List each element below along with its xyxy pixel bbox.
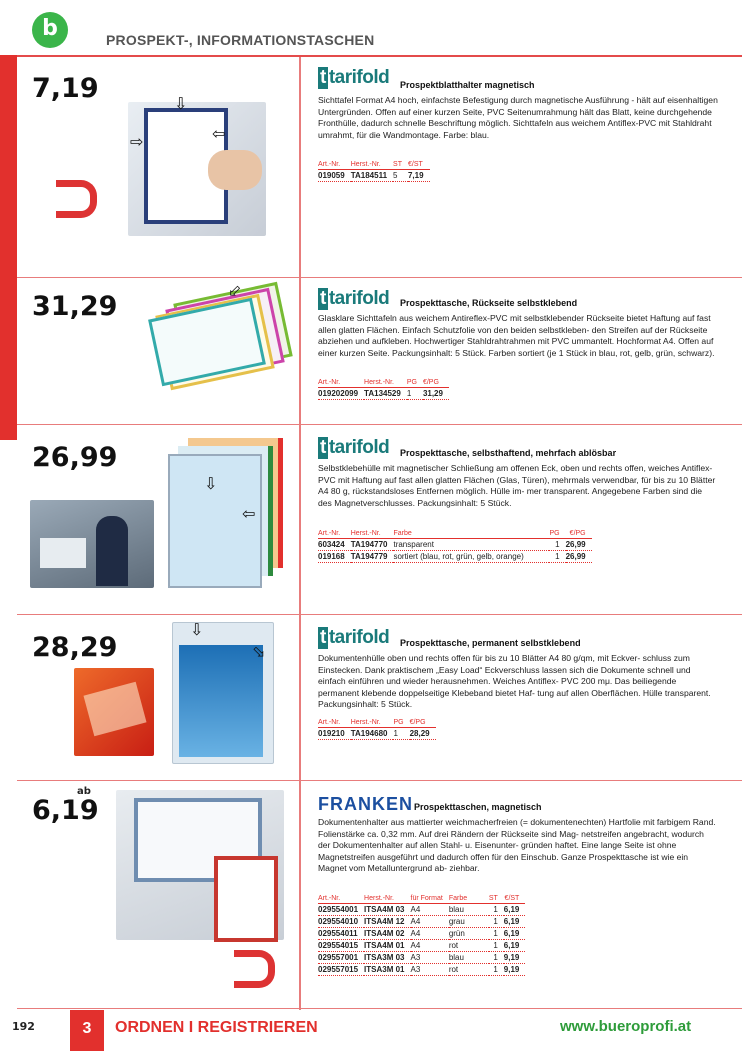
column-divider — [299, 57, 301, 1010]
table-row: 029557001 ITSA3M 03 A3 blau 1 9,19 — [318, 952, 525, 964]
product-title: Prospekttasche, Rückseite selbstklebend — [400, 298, 578, 308]
website-link[interactable]: www.bueroprofi.at — [560, 1018, 692, 1035]
product-title: Prospektblatthalter magnetisch — [400, 80, 535, 90]
arrow-icon: ⬃ — [228, 281, 242, 300]
product-description: Dokumentenhalter aus mattierter weichmacherfreien (= dokumentenechten) Hartfolie mit farbigem Rand. Folienstärke ca. 0,32 mm. Auf drei Rändern der Rückseite sind Mag- netstreifen angebracht, wodurch der Dokumentenhalter auf allen Stahl- u. Eisenunter- gründen haftet. Eine lange Seite ist ohne Magnetstreifen ausgeführt und dadurch offen für den Einschub. Ganze Prospekttasche ist wie ein Magnet vom Metalluntergrund ab- ziehbar. — [318, 817, 716, 874]
row-divider — [17, 614, 742, 615]
category-title: PROSPEKT-, INFORMATIONSTASCHEN — [106, 32, 375, 48]
brand-logo-tarifold: t tarifold — [320, 67, 390, 88]
product-price: 6,19 — [32, 795, 99, 826]
product-description: Sichttafel Format A4 hoch, einfachste Befestigung durch magnetische Ausführung - hält auf eisenhaltigen Untergründen. Offen auf einer kurzen Seite, PVC Seitenumrahmung hält das Blatt, keine durchgehende Fronthülle, dadurch schnelle Beschriftung möglich. Sichttafeln aus weichem Antiflex-PVC mit Stahldraht umrahmt, für die Wandmontage. Farbe: blau. — [318, 95, 718, 140]
magnet-icon — [56, 180, 97, 218]
brand-logo-tarifold: t tarifold — [320, 288, 390, 309]
brand-logo: b — [32, 12, 68, 48]
table-row: 029554001 ITSA4M 03 A4 blau 1 6,19 — [318, 904, 525, 916]
table-row: 019210 TA194680 1 28,29 — [318, 728, 436, 740]
table-row: 019202099 TA134529 1 31,29 — [318, 388, 449, 400]
magnet-icon — [234, 950, 275, 988]
table-row: 029554011 ITSA4M 02 A4 grün 1 6,19 — [318, 928, 525, 940]
arrow-icon: ⇩ — [174, 94, 188, 113]
row-divider — [17, 424, 742, 425]
row-divider — [17, 1008, 742, 1009]
product-title: Prospekttasche, selbsthaftend, mehrfach ablösbar — [400, 448, 617, 458]
product-image — [168, 438, 280, 588]
product-price: 7,19 — [32, 73, 99, 104]
arrow-icon: ⇩ — [190, 620, 204, 639]
product-image — [150, 290, 290, 370]
product-price: 26,99 — [32, 442, 118, 473]
table-row: 029554010 ITSA4M 12 A4 grau 1 6,19 — [318, 916, 525, 928]
article-table: Art.-Nr. Herst.-Nr. PG €/PG 019202099 TA134529 1 31,29 — [318, 378, 449, 400]
arrow-icon: ⇦ — [242, 504, 256, 523]
price-prefix: ab — [77, 786, 91, 797]
table-row: 019168 TA194779 sortiert (blau, rot, grün, gelb, orange) 1 26,99 — [318, 551, 592, 563]
product-image — [116, 790, 284, 940]
arrow-icon: ⬂ — [252, 642, 266, 661]
article-table: Art.-Nr. Herst.-Nr. ST €/ST 019059 TA184511 5 7,19 — [318, 160, 430, 182]
product-title: Prospekttaschen, magnetisch — [414, 802, 542, 812]
arrow-icon: ⇦ — [212, 124, 226, 143]
article-table: Art.-Nr. Herst.-Nr. PG €/PG 019210 TA194680 1 28,29 — [318, 718, 436, 740]
product-description: Dokumentenhülle oben und rechts offen für bis zu 10 Blätter A4 80 g/qm, mit Eckver- schluss zum Einstecken. Dank praktischem „Easy Load“ Eckverschluss lassen sich die Dokumente schnell und einfach einführen und wieder herausnehmen. Weiches Antiflex- PVC 200 mμ. Das beiliegende permanent klebende doppelseitige Klebeband bietet Haf- tung auf allen Oberflächen. Hülle transparent. Packungsinhalt: 5 Stück. — [318, 653, 711, 710]
section-tab-bar — [0, 55, 17, 440]
product-price: 31,29 — [32, 291, 118, 322]
product-image — [74, 668, 154, 756]
article-table: Art.-Nr. Herst.-Nr. Farbe PG €/PG 603424 TA194770 transparent 1 26,99 019168 TA194779 sortiert (blau, rot, grün, gelb, orange) 1 26,99 — [318, 529, 592, 563]
table-row: 603424 TA194770 transparent 1 26,99 — [318, 539, 592, 551]
product-title: Prospekttasche, permanent selbstklebend — [400, 638, 581, 648]
product-description: Selbstklebehülle mit magnetischer Schließung am offenen Eck, oben und rechts offen, weiches Antiflex-PVC mit Haftung auf fast allen glatten Flächen (Glas, Türen), mehrmals verwendbar, für bis zu 10 Blätter A4 80 g, rückstandsloses Entfernen möglich. Hülle im- mer transparent. Angegebene Farben sind die des Magnetverschlusses. Packungsinhalt: 5 Stück. — [318, 463, 716, 508]
section-title: ORDNEN I REGISTRIEREN — [115, 1019, 318, 1036]
brand-logo-tarifold: t tarifold — [320, 627, 390, 648]
top-divider — [17, 55, 742, 57]
table-row: 019059 TA184511 5 7,19 — [318, 170, 430, 182]
product-description: Glasklare Sichttafeln aus weichem Antireflex-PVC mit selbstklebender Rückseite bietet Haftung auf fast allen glatten Flächen. Einfach Schutzfolie von den beiden selbstkleben- den Streifen auf der Rückseite abziehen und aufkleben. Hochwertiger Stahldrahtrahmen mit PVC ummantelt. Hochformat A4. Offen auf einer kurzen Seite. Packungsinhalt: 5 Stück. Farben sortiert (je 1 Stück in blau, rot, gelb, grün, schwarz). — [318, 313, 715, 358]
page-number: 192 — [12, 1020, 35, 1033]
row-divider — [17, 277, 742, 278]
brand-logo-franken: FRANKEN — [318, 794, 413, 814]
table-row: 029557015 ITSA3M 01 A3 rot 1 9,19 — [318, 964, 525, 976]
arrow-icon: ⇩ — [204, 474, 218, 493]
product-price: 28,29 — [32, 632, 118, 663]
section-number-badge: 3 — [70, 1010, 104, 1051]
arrow-icon: ⇨ — [130, 132, 144, 151]
row-divider — [17, 780, 742, 781]
article-table: Art.-Nr. Herst.-Nr. für Format Farbe ST €/ST 029554001 ITSA4M 03 A4 blau 1 6,19 029554010 ITSA4M 12 A4 grau 1 6,19 029554011 ITSA4M 02 A4 grün 1 6,19 029554015 ITSA4M 01 A4 rot 1 6,19 029557001 ITSA3M 03 A3 blau 1 9,19 029557015 ITSA3M 01 A3 rot 1 9,19 — [318, 894, 525, 976]
brand-logo-tarifold: t tarifold — [320, 437, 390, 458]
product-image — [30, 500, 154, 588]
table-row: 029554015 ITSA4M 01 A4 rot 1 6,19 — [318, 940, 525, 952]
product-image — [128, 102, 266, 236]
